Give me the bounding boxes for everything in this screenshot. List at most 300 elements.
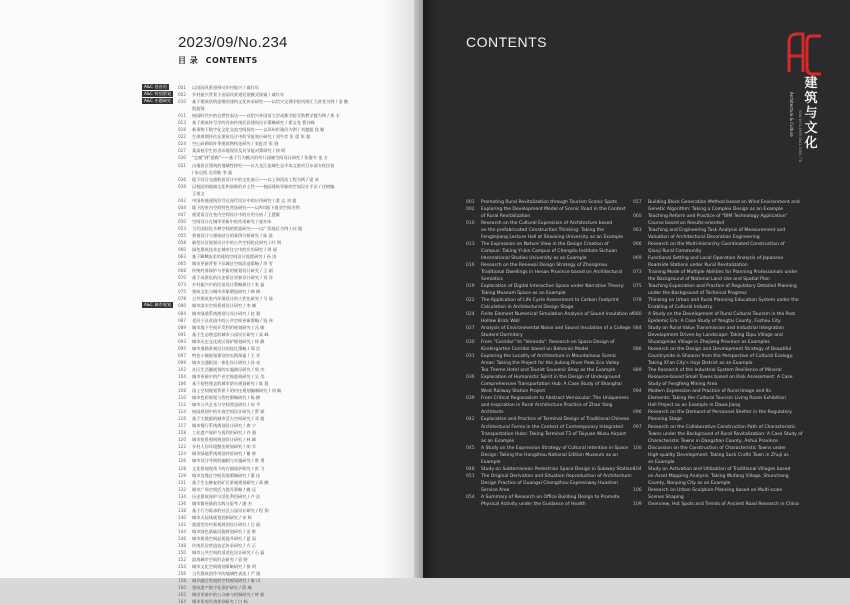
toc-entry-title: 基于建筑符号学的河南传统民居建筑设计策略研究 / 翟宝龙 曹谷峰 (192, 120, 315, 126)
toc-entry (178, 267, 406, 274)
toc-page-number: 013 (178, 120, 186, 126)
toc-entry-title: 城市滨水空间景观设计研究 / 李 娜 (192, 303, 257, 309)
toc-entry (466, 445, 632, 452)
page-gutter (414, 0, 423, 578)
toc-entry-title: 城市慢行系统规划设计研究 / 唐 宁 (192, 423, 257, 429)
toc-entry (466, 213, 632, 220)
journal-issn (796, 110, 804, 180)
toc-entry-title: 基于场景化的历史街区更新设计研究 / 刘 洋 (192, 275, 273, 281)
toc-entry-title: as an Example (481, 438, 515, 444)
toc-entry-title: 凯旋锋 (192, 106, 205, 112)
toc-entry-title: 城市微更新的实践与思考 / 潘 杰 (192, 500, 252, 506)
toc-heading-en-text: CONTENTS (205, 56, 258, 65)
toc-entry-title: 当代建筑创作中的地域性表达 / 严 谨 (192, 571, 261, 577)
toc-entry (633, 473, 803, 480)
toc-entry-title: "走廊"到"游廊"——基于行为模式的幼儿园廊空间设计研究 / 张俊韦 金 方 (192, 155, 328, 161)
toc-entry (633, 241, 803, 248)
toc-entry-title: Roadside Stations under Rural Revitalization (648, 263, 748, 269)
toc-entry (178, 429, 406, 436)
toc-entry-title: 城市更新中的产业空间重构研究 / 吴 昊 (192, 373, 265, 379)
toc-entry (178, 549, 406, 556)
toc-entry-title: Research on the Demand of Personnel Shelter in the Regulatory (648, 410, 792, 416)
toc-page-number: 086 (633, 347, 642, 353)
section-label: A&C 特别策划 (144, 91, 172, 97)
toc-entry-title: Planning Stage (648, 417, 682, 423)
toc-entry (178, 591, 406, 598)
toc-page-number: 022 (466, 298, 475, 304)
toc-entry (633, 381, 803, 388)
toc-entry-title: Study on Rural Value Transmission and Industrial Integration (648, 326, 785, 332)
toc-entry-title: 城市更新背景下旧城区空间改造策略 / 李 雪 (192, 261, 273, 267)
toc-entry (178, 500, 406, 507)
toc-entry-title: Taking Xi'an City's Huyi District as an Example (648, 361, 753, 367)
toc-page-number: 042 (178, 197, 186, 203)
toc-entry (633, 290, 803, 297)
toc-entry-title: 文化景观视角下的古镇保护研究 / 彭 飞 (192, 465, 265, 471)
toc-entry (178, 232, 406, 239)
toc-page-number: 036 (178, 176, 186, 182)
toc-entry (178, 295, 406, 302)
toc-entry-title: From Critical Regionalism to Abstract Vernacular: The Uniqueness (481, 396, 629, 402)
toc-entry-title: Elements: Taking the Cultural Tourism Living Room Exhibition (648, 396, 786, 402)
toc-entry-title: 城市文化空间规划策略研究 / 黎 明 (192, 564, 257, 570)
toc-page-number: 069 (633, 256, 642, 262)
toc-entry-title: 城市夜景照明规划设计研究 / 林 峰 (192, 437, 257, 443)
toc-entry (178, 246, 406, 253)
toc-entry (178, 133, 406, 140)
toc-entry-title: Discussion on the Construction of Characteristic Towns under (648, 445, 787, 451)
toc-page-number: 114 (178, 409, 186, 415)
toc-entry (466, 248, 632, 255)
toc-entry-title: A Summary of Research on Office Building Design to Promote (481, 494, 620, 500)
toc-entry (466, 374, 632, 381)
toc-page-number: 156 (178, 571, 186, 577)
toc-page-number: 158 (178, 578, 186, 584)
toc-entry (633, 311, 803, 318)
toc-entry (466, 452, 632, 459)
toc-page-number: 078 (633, 298, 642, 304)
toc-entry (178, 162, 406, 169)
toc-page-number: 117 (178, 423, 186, 429)
toc-page-number: 039 (178, 183, 186, 189)
toc-entry (466, 494, 632, 501)
toc-page-number: 068 (178, 268, 186, 274)
toc-entry (178, 317, 406, 324)
toc-entry (178, 190, 406, 197)
toc-entry (178, 112, 406, 119)
toc-entry (178, 521, 406, 528)
toc-entry-title: Teaching Reform and Practice of "BIM Technology Application" (648, 214, 788, 220)
toc-entry-title: 社区生活圈规划的实施路径研究 / 周 杰 (192, 366, 265, 372)
toc-entry (466, 297, 632, 304)
toc-entry (144, 84, 406, 91)
toc-entry-title: 空间设计在城市更新中的作用研究 / 庞亦冰 (192, 218, 272, 224)
toc-entry (633, 374, 803, 381)
toc-entry-title: Campus: Taking Yi-bin Campus of Chengdu Institute Sichuan (481, 249, 618, 255)
toc-page-number: 138 (178, 507, 186, 513)
toc-list-cn (144, 84, 406, 605)
toc-entry-title: Towns under the Background of Rural Revitalization: A Case Study of (648, 431, 803, 437)
toc-entry-title: 乡村振兴背景下田园风景道发展模式探索 / 戚红年 (192, 92, 285, 98)
toc-entry (466, 325, 632, 332)
toc-entry (178, 169, 406, 176)
toc-entry-title: 基于生态理念的城市公园设计研究 / 高 峰 (192, 331, 269, 337)
toc-entry (466, 438, 632, 445)
toc-entry (178, 514, 406, 521)
toc-entry (466, 339, 632, 346)
toc-entry (178, 338, 406, 345)
toc-page-number: 001 (178, 85, 186, 90)
toc-entry (178, 359, 406, 366)
toc-page-number: 084 (633, 326, 642, 332)
toc-page-number: 129 (178, 472, 186, 478)
toc-entry-title: 基于行为需求的社区公园设计研究 / 程 翔 (192, 507, 269, 513)
toc-entry-title: Fengzejiang Lecture Hall at Shaoxing University as an Example (481, 235, 623, 241)
toc-entry (466, 480, 632, 487)
toc-page-number: 048 (466, 466, 475, 472)
toc-entry-title: County, Nanping City as an Example (648, 480, 731, 486)
toc-page-number: 128 (178, 465, 186, 471)
toc-page-number: 091 (178, 331, 186, 337)
toc-entry (178, 154, 406, 161)
toc-entry (633, 487, 803, 494)
toc-entry-title: / 朱启凯 吴贵敏 李 磊 (192, 169, 233, 175)
logo-red-c-stroke (807, 36, 821, 74)
toc-entry-title: 中国传统建筑符号在现代设计中的应用研究 / 梁 志 刘 超 (192, 197, 297, 203)
toc-page-number: 124 (178, 451, 186, 457)
toc-entry-title: 以校园的地域文化和创新的乡土性——校园建筑更新的空间设计手法 / 任树编 (192, 183, 335, 189)
toc-entry-title: Design Practice of Guangxi Chongzhou Expressway Huashan (481, 480, 618, 486)
toc-page-number: 146 (178, 536, 186, 541)
toc-entry-title: 绿色建筑技术在城市住宅中的应用研究 / 周 丽 (192, 247, 277, 253)
toc-entry (466, 234, 632, 241)
toc-page-number: 112 (178, 402, 186, 408)
toc-entry (178, 260, 406, 267)
toc-page-number: 054 (466, 494, 475, 500)
toc-entry-title: Research on the Renewal Design Strategy of Zhongmou (481, 263, 608, 269)
toc-entry-title: High-quality Development: Taking Sock Crafts Town in Zhuji as (648, 452, 789, 458)
toc-entry-title: 空心砖砌筑叶季建筑物构化研究 / 张虹彦 张 骁 (192, 141, 279, 147)
toc-entry-title: Finite Element Numerical Simulation Analysis of Sound Insulation of (481, 312, 634, 318)
toc-page-number: 058 (178, 240, 186, 246)
toc-page-number: 030 (178, 155, 186, 161)
toc-entry-title: 视觉语言在室内空间设计中的应用分析 / 王慧敏 (192, 211, 280, 217)
toc-entry (466, 487, 632, 494)
toc-entry-title: 城市设计导则的编制与实施研究 / 曾 勇 (192, 458, 265, 464)
toc-entry-title: 传统民居营造技艺传承研究 / 方 正 (192, 543, 257, 549)
toc-entry-title: Characteristic Towns in Dangshan County, Anhui Province (648, 438, 778, 444)
toc-entry-title: Student Dormitory (481, 333, 523, 339)
toc-page-number: 031 (178, 162, 186, 168)
toc-entry-title: From "Corridor" to "Veranda": Research on Space Design of (481, 340, 615, 346)
toc-entry-title: Exploring the Development Model of Scenic Road in the Context (481, 207, 626, 213)
toc-heading-cn (178, 55, 258, 66)
toc-entry (178, 147, 406, 154)
toc-entry (466, 416, 632, 423)
toc-entry (466, 501, 632, 508)
toc-entry-title: Hall Project as an Example in Dawa Jiang (648, 403, 741, 409)
toc-page-number: 047 (178, 211, 186, 217)
toc-page-number: 080 (633, 312, 642, 318)
toc-entry (178, 119, 406, 126)
toc-entry-title: 城市天际线规划控制研究 / 宋 辉 (192, 514, 252, 520)
toc-entry-title: 旅游型乡村景观规划设计研究 / 汪 丽 (192, 521, 261, 527)
toc-page-number: 164 (178, 599, 186, 605)
toc-entry (178, 486, 406, 493)
toc-entry (633, 269, 803, 276)
toc-page-number: 063 (178, 254, 186, 260)
toc-entry (466, 353, 632, 360)
toc-page-number: 162 (178, 592, 186, 598)
toc-entry-title: Research on the Collaborative Construction Path of Characteristic (648, 424, 796, 430)
toc-entry (466, 388, 632, 395)
toc-entry (466, 304, 632, 311)
toc-entry (633, 466, 803, 473)
toc-page-number: 154 (178, 564, 186, 570)
toc-entry (178, 457, 406, 464)
toc-entry (466, 473, 632, 480)
toc-entry-title: 城市更新中的公众参与机制研究 / 钟 毅 (192, 592, 265, 598)
toc-page-number: 095 (178, 345, 186, 351)
toc-entry-title: Exploration and Practice of Terminal Design of Traditional Chinese (481, 417, 630, 423)
toc-entry (633, 353, 803, 360)
toc-entry (144, 91, 406, 98)
toc-entry (633, 445, 803, 452)
toc-entry-title: The Original Derivation and Situation Reproduction of Architecture: (481, 473, 633, 479)
toc-entry-title: 城市公共艺术与空间营造研究 / 何 平 (192, 402, 261, 408)
toc-entry-title: Tea Theme Hotel and Tourist Souvenir Shop as the Example (481, 368, 616, 374)
toc-entry (178, 563, 406, 570)
toc-entry-title: 基于建筑结构思维的建筑文化传承研究——以绍兴文理学院风则江大讲堂为例 / 金 勤 (192, 99, 349, 105)
toc-page-number: 045 (466, 445, 475, 451)
toc-entry-title: 城市地下空间开发利用规划研究 / 冯 敏 (192, 324, 265, 330)
toc-entry (178, 140, 406, 147)
toc-entry (178, 577, 406, 584)
toc-entry (178, 598, 406, 605)
toc-page-number: 096 (633, 410, 642, 416)
toc-entry-title: under the Background of Technical Progress (648, 291, 747, 297)
toc-entry-title: Exploration of Humanistic Spirit in the Design of Underground (481, 375, 621, 381)
toc-page-number: 120 (178, 437, 186, 443)
toc-entry-title: West Railway Station Project (481, 389, 546, 395)
toc-entry-title: The Expression on Nature View in the Design Creation of (481, 242, 609, 248)
toc-page-number: 152 (178, 557, 186, 563)
toc-entry (633, 262, 803, 269)
toc-page-number: 144 (178, 528, 186, 534)
toc-entry-title: Countryside in Shaanxi from the Perspective of Cultural Ecology: (648, 354, 794, 360)
toc-entry (633, 297, 803, 304)
toc-entry (466, 395, 632, 402)
toc-entry (633, 332, 803, 339)
toc-entry (633, 367, 803, 374)
toc-entry (178, 324, 406, 331)
toc-entry (633, 416, 803, 423)
toc-entry-title: Promoting Rural Revitalization through Tourism Scenic Spots (481, 200, 617, 205)
toc-page-number: 131 (178, 479, 186, 485)
toc-entry-title: 地下的室内空间特色营造研究——以A市地下商业空间为例 (192, 204, 300, 210)
toc-entry (633, 395, 803, 402)
toc-entry-title: 山地景区建筑的地域性探究——以九龙江流域生态半岛文旅项目东部支柱民宿 (192, 162, 335, 168)
toc-entry (178, 345, 406, 352)
contents-title: CONTENTS (466, 34, 547, 50)
toc-page-number: 070 (178, 275, 186, 281)
toc-entry-title: Valuation of Architectural Decoration Engineering (648, 235, 760, 241)
toc-page-number: 073 (633, 270, 642, 276)
toc-entry-title: 城市公共空间的适老化设计研究 / 石 磊 (192, 550, 265, 556)
toc-page-number: 051 (466, 473, 475, 479)
toc-entry-title: Research on the Multi-hierarchy Coordinated Construction of (648, 242, 785, 248)
toc-page-number: 050 (178, 218, 186, 224)
toc-entry (178, 542, 406, 549)
toc-entry-title: 新型社区规划设计中的公共空间优化研究 / 叶 明 (192, 240, 282, 246)
toc-page-number: 084 (178, 310, 186, 316)
toc-entry-title: 老旧小区改造中的公共空间更新策略 / 钱 伟 (192, 317, 273, 323)
toc-entry (178, 331, 406, 338)
toc-entry (633, 248, 803, 255)
toc-page-number: 109 (633, 501, 642, 507)
toc-page-number: 087 (178, 317, 186, 323)
toc-page-number: 036 (466, 375, 475, 381)
toc-list-en-col2 (633, 199, 803, 508)
section-label: A&C 卷首语 (144, 84, 167, 89)
toc-page-number: 108 (178, 388, 186, 394)
toc-entry-title: 工业遗产保护与再利用研究 / 许 强 (192, 430, 257, 436)
toc-entry (466, 283, 632, 290)
toc-entry-title: Calculation in Architectural Design Stage (481, 305, 574, 311)
toc-page-number: 053 (178, 225, 186, 231)
toc-entry-title: 基于韧性理念的城市防灾规划研究 / 陈 莉 (192, 380, 269, 386)
toc-entry-title: 建筑文化与城市形象塑造研究 / 韩 梅 (192, 289, 261, 295)
toc-entry (178, 366, 406, 373)
toc-page-number: 106 (178, 380, 186, 386)
toc-page-number: 148 (178, 543, 186, 549)
toc-entry (144, 302, 406, 309)
toc-entry (633, 234, 803, 241)
toc-entry-title: Exploring the Locality of Architecture in Mountainous Scenic (481, 354, 617, 360)
toc-entry-title: Development Driven by Landscape: Taking Dipu Village and (648, 333, 783, 339)
toc-entry-title: Hollow Brick Wall (481, 319, 520, 325)
toc-page-number: 100 (633, 445, 642, 451)
toc-entry (178, 584, 406, 591)
toc-entry (633, 459, 803, 466)
toc-entry (178, 373, 406, 380)
toc-entry-title: Physical Activity under the Guidance of Health (481, 501, 586, 507)
toc-entry-title: Analysis of Environmental Noise and Sound Insulation of a College (481, 326, 631, 332)
toc-entry-title: 城乡融合发展的空间规划研究 / 秦 川 (192, 578, 261, 584)
toc-page-number: 011 (178, 113, 186, 119)
toc-entry (178, 197, 406, 204)
toc-page-number: 039 (466, 396, 475, 402)
toc-entry (178, 225, 406, 232)
toc-page-number: 027 (178, 148, 186, 154)
toc-page-number: 016 (178, 127, 186, 133)
toc-page-number: 106 (633, 487, 642, 493)
toc-page-number: 044 (178, 204, 186, 210)
toc-entry-title: Traditional Dwellings in Henan Province based on Architectural (481, 270, 623, 276)
toc-page-number: 022 (178, 134, 186, 140)
toc-page-number: 024 (178, 141, 186, 147)
toc-entry-title: Resource-based Small Towns based on Risk Assessment: A Case (648, 375, 793, 381)
toc-entry (633, 283, 803, 290)
toc-entry-title: 校园规划中的开放空间设计研究 / 罗 斌 (192, 409, 265, 415)
toc-entry (178, 105, 406, 112)
toc-entry (178, 528, 406, 535)
toc-entry (633, 346, 803, 353)
toc-entry (178, 352, 406, 359)
toc-entry (633, 199, 803, 206)
toc-page-number: 065 (178, 261, 186, 267)
toc-entry (466, 360, 632, 367)
toc-page-number: 089 (633, 368, 642, 374)
toc-entry (178, 239, 406, 246)
toc-entry (633, 409, 803, 416)
toc-entry (633, 402, 803, 409)
toc-entry-title: 国土空间规划背景下的村庄规划编制研究 / 刘 畅 (192, 388, 282, 394)
toc-entry (178, 408, 406, 415)
toc-entry-title: Qianji Rural Community (648, 249, 702, 255)
toc-entry (178, 183, 406, 190)
toc-entry-title: 城市绿道系统规划与设计研究 / 赵 强 (192, 310, 261, 316)
toc-entry-title: an Example (648, 459, 675, 465)
toc-entry (178, 472, 406, 479)
toc-entry-title: on the prefabricated Construction Thinking: Taking the (481, 228, 605, 234)
toc-entry-title: 城市道路景观设计的优化策略 / 郑 浩 (192, 345, 261, 351)
toc-page-number: 097 (633, 424, 642, 430)
toc-entry-title: Study on Subterranean Pedestrian Space Design in Subway Stations (481, 466, 635, 472)
toc-entry (178, 507, 406, 514)
toc-entry (466, 269, 632, 276)
toc-page-number: 097 (178, 352, 186, 358)
toc-page-number: 080 (178, 303, 186, 309)
toc-page-number: 094 (633, 389, 642, 395)
toc-entry-title: Example (481, 459, 501, 465)
toc-entry (178, 218, 406, 225)
toc-entry (466, 318, 632, 325)
toc-entry-title: 特色小镇规划建设的实践探索 / 王 芳 (192, 352, 261, 358)
toc-entry-title: 建筑遗产数字化保护研究 / 薛 峰 (192, 585, 252, 591)
toc-page-number: 010 (466, 221, 475, 227)
toc-entry-title: 以田园风景道带动乡村振兴 / 戚红年 (192, 85, 259, 90)
toc-entry (633, 325, 803, 332)
toc-page-number: 104 (633, 466, 642, 472)
toc-entry-title: Teaching Exploration and Practice of Regulatory Detailed Planning (648, 284, 797, 290)
toc-entry-title: 城市历史文化街区保护规划研究 / 徐 静 (192, 338, 265, 344)
toc-entry (633, 213, 803, 220)
toc-entry (178, 281, 406, 288)
toc-entry (178, 288, 406, 295)
toc-entry (178, 310, 406, 317)
toc-page-number: 019 (466, 284, 475, 290)
left-page (0, 0, 414, 605)
toc-entry (178, 443, 406, 450)
toc-entry (633, 304, 803, 311)
toc-entry-title: 基于生态修复的矿区景观规划研究 / 蒋 鹏 (192, 479, 269, 485)
journal-name-en-text: Architecture & Culture (789, 92, 794, 137)
toc-entry (466, 459, 632, 466)
toc-entry (633, 388, 803, 395)
toc-entry-title: Building Block Generation Method based on Wind Environment and (648, 200, 800, 205)
toc-entry (633, 227, 803, 234)
toc-entry-title: 当代国际化多种空间的营造研究——以广西地区为例 / 向 俊 (192, 225, 303, 231)
toc-page-number: 013 (466, 242, 475, 248)
toc-entry-title: 景观设计与建筑结合的案例分析研究 / 陈 晨 (192, 232, 273, 238)
toc-entry (178, 436, 406, 443)
toc-entry-title: Semiotics (481, 277, 503, 283)
toc-entry (466, 290, 632, 297)
toc-page-number: 102 (178, 366, 186, 372)
toc-entry (178, 465, 406, 472)
toc-entry (178, 479, 406, 486)
